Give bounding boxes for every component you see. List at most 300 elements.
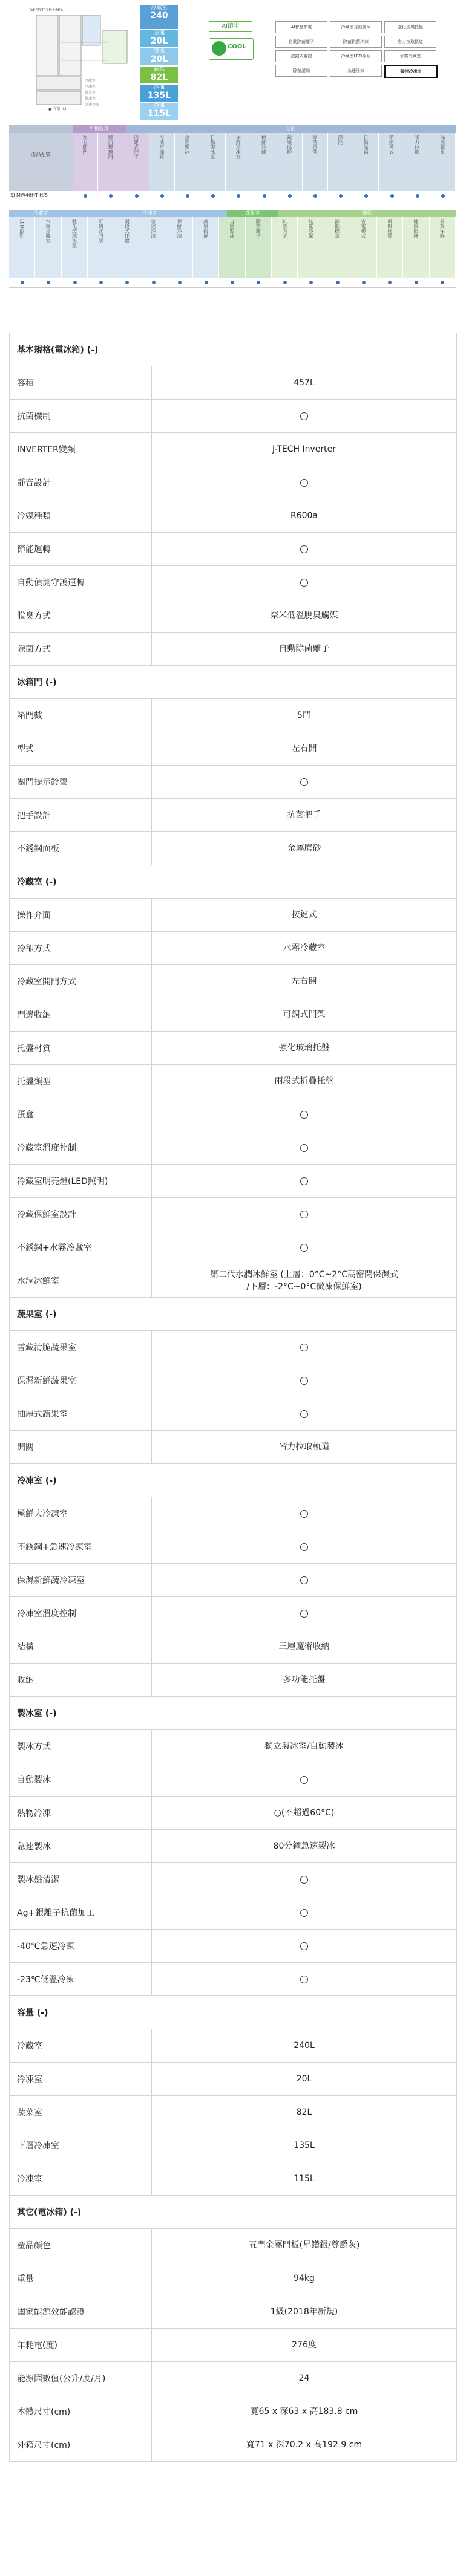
- spec-row: [10, 2129, 457, 2162]
- check-dot-icon: [313, 194, 317, 198]
- spec-label: 箱門數: [10, 699, 152, 732]
- matrix-cell: [298, 278, 324, 287]
- spec-label: 除菌方式: [10, 633, 152, 666]
- cool-logo-icon: [212, 41, 226, 56]
- group-label: 冷凍室: [73, 210, 227, 217]
- feature-badge: 獨特冷凍室: [384, 65, 438, 78]
- matrix-column-header: 除菌離子: [246, 217, 272, 278]
- spec-value: 457L: [152, 366, 457, 400]
- spec-label: INVERTER變頻: [10, 433, 152, 466]
- check-dot-icon: [441, 281, 444, 284]
- spec-value: 94kg: [152, 2262, 457, 2295]
- spec-row: [10, 1564, 457, 1597]
- spec-label: 冷凍室溫度控制: [10, 1597, 152, 1630]
- matrix-column-header: 自動製冰室: [200, 133, 226, 191]
- check-dot-icon: [231, 281, 234, 284]
- matrix-cell: [140, 278, 166, 287]
- matrix-cell: [98, 191, 123, 200]
- matrix-cell: [149, 191, 175, 200]
- spec-row: [10, 732, 457, 766]
- circle-mark-icon: [300, 1942, 308, 1950]
- section-title: 容量 (-): [10, 1996, 457, 2029]
- spec-value: 抗菌把手: [152, 799, 457, 832]
- matrix-cell: [88, 278, 114, 287]
- matrix-cell: [35, 278, 61, 287]
- spec-value: 五門金屬門板(星鑽銀/尊爵灰): [152, 2229, 457, 2262]
- check-dot-icon: [125, 281, 129, 284]
- spec-label: 急速製冰: [10, 1830, 152, 1863]
- spec-label: 製冰方式: [10, 1730, 152, 1763]
- spec-label: 節能運轉: [10, 533, 152, 566]
- spec-value: 左右開: [152, 732, 457, 766]
- section-title: 基本規格(電冰箱) (-): [10, 333, 457, 366]
- check-dot-icon: [390, 194, 394, 198]
- spec-label: 靜音設計: [10, 466, 152, 499]
- spec-row: [10, 2395, 457, 2428]
- spec-row: [10, 1930, 457, 1963]
- spec-table: [9, 333, 457, 2462]
- check-dot-icon: [416, 194, 419, 198]
- circle-mark-icon: [300, 1111, 308, 1119]
- spec-section-header: [10, 1298, 457, 1331]
- matrix-cell: [379, 191, 404, 200]
- spec-value: 按鍵式: [152, 899, 457, 932]
- spec-row: [10, 466, 457, 499]
- check-dot-icon: [186, 194, 189, 198]
- spec-value: [152, 566, 457, 599]
- diagram-label-4: 製冰室: [85, 97, 96, 101]
- circle-mark-icon: [300, 1177, 308, 1185]
- section-title: 蔬果室 (-): [10, 1298, 457, 1331]
- check-dot-icon: [364, 194, 368, 198]
- section-title: 製冰室 (-): [10, 1697, 457, 1730]
- matrix-column-header: 極鮮冷藏: [251, 133, 277, 191]
- spec-row: [10, 899, 457, 932]
- check-dot-icon: [21, 281, 24, 284]
- matrix-cell: [430, 191, 456, 200]
- diagram-caption: ■ 容量 (L): [48, 107, 67, 111]
- spec-value: [152, 1231, 457, 1264]
- model-number: SJ-MW46HT-H/S: [10, 192, 48, 198]
- spec-label: 收納: [10, 1664, 152, 1697]
- circle-mark-icon: [300, 1876, 308, 1884]
- spec-value: 276度: [152, 2329, 457, 2362]
- spec-value: 135L: [152, 2129, 457, 2162]
- spec-label: 熱物冷凍: [10, 1797, 152, 1830]
- spec-label: 水潤冰鮮室: [10, 1264, 152, 1298]
- spec-row: [10, 1497, 457, 1530]
- spec-row: [10, 2063, 457, 2096]
- spec-row: [10, 1165, 457, 1198]
- section-title: 冷凍室 (-): [10, 1464, 457, 1497]
- matrix-cell: [303, 191, 328, 200]
- feature-badges: [209, 21, 445, 91]
- check-dot-icon: [309, 281, 313, 284]
- circle-mark-icon: [300, 1510, 308, 1518]
- matrix-column-header: 保鮮冷凍室: [226, 133, 251, 191]
- matrix-column-header: 自動除霜: [353, 133, 379, 191]
- spec-value: 奈米低溫脫臭觸媒: [152, 599, 457, 633]
- spec-value: [152, 1198, 457, 1231]
- check-dot-icon: [237, 194, 240, 198]
- circle-mark-icon: [300, 1244, 308, 1252]
- matrix-column-header: 省電模式: [350, 217, 376, 278]
- spec-row: [10, 533, 457, 566]
- spec-value: 5門: [152, 699, 457, 732]
- matrix-cell: [328, 191, 353, 200]
- spec-value: 強化玻璃托盤: [152, 1032, 457, 1065]
- spec-label: 托盤材質: [10, 1032, 152, 1065]
- check-dot-icon: [263, 194, 266, 198]
- spec-value: 寬65 x 深63 x 高183.8 cm: [152, 2395, 457, 2428]
- fridge-diagram: [24, 6, 139, 112]
- spec-value: [152, 1165, 457, 1198]
- spec-row: [10, 1098, 457, 1131]
- spec-row: [10, 1231, 457, 1264]
- spec-value: 可調式門架: [152, 998, 457, 1032]
- spec-value: 20L: [152, 2063, 457, 2096]
- diagram-label-3: 蔬菜室: [85, 91, 96, 95]
- spec-value: 1級(2018年新規): [152, 2295, 457, 2329]
- circle-mark-icon: [300, 545, 308, 553]
- circle-mark-icon: [300, 1976, 308, 1983]
- spec-label: 蛋盒: [10, 1098, 152, 1131]
- matrix-column-header: 急速製冰: [175, 133, 200, 191]
- spec-row: [10, 965, 457, 998]
- spec-row: [10, 1530, 457, 1564]
- spec-row: [10, 1397, 457, 1431]
- feature-badge: 冷藏室LED照明: [330, 50, 382, 62]
- ai-energy-label: AI節電: [209, 21, 252, 32]
- spec-row: [10, 433, 457, 466]
- matrix-column-header: 兩段式托盤: [114, 217, 140, 278]
- check-dot-icon: [388, 281, 392, 284]
- spec-row: [10, 832, 457, 865]
- spec-label: 冷媒種類: [10, 499, 152, 533]
- spec-row: [10, 2362, 457, 2395]
- matrix-cell: [193, 278, 219, 287]
- matrix-column-header: 保鮮冷凍: [166, 217, 192, 278]
- group-label: 功能: [126, 125, 456, 133]
- spec-label: 本體尺寸(cm): [10, 2395, 152, 2428]
- spec-value: 第二代水潤冰鮮室 (上層：0°C~2°C高密閉保濕式 /下層：-2°C~0°C微凍保鮮室): [152, 1264, 457, 1298]
- spec-value: [152, 1098, 457, 1131]
- spec-row: [10, 366, 457, 400]
- spec-label: -40℃急速冷凍: [10, 1930, 152, 1963]
- spec-row: [10, 1664, 457, 1697]
- circle-mark-icon: [300, 1211, 308, 1218]
- spec-row: [10, 699, 457, 732]
- spec-value: [152, 400, 457, 433]
- spec-row: [10, 1331, 457, 1364]
- spec-value: 自動除菌離子: [152, 633, 457, 666]
- matrix-column-header: 蔬果保鮮: [193, 217, 219, 278]
- spec-label: 托盤類型: [10, 1065, 152, 1098]
- spec-label: 重量: [10, 2262, 152, 2295]
- spec-value: [152, 1930, 457, 1963]
- spec-label: 保濕新鮮蔬冷凍室: [10, 1564, 152, 1597]
- circle-mark-icon: [300, 1776, 308, 1784]
- matrix-column-header: 節能模式: [379, 133, 404, 191]
- spec-label: 冷藏室溫度控制: [10, 1131, 152, 1165]
- spec-section-header: [10, 2196, 457, 2229]
- matrix-column-header: 環保材質: [377, 217, 403, 278]
- spec-label: -23℃低溫冷凍: [10, 1963, 152, 1996]
- check-dot-icon: [362, 281, 366, 284]
- spec-label: 不銹鋼+水霧冷藏室: [10, 1231, 152, 1264]
- circle-mark-icon: [300, 1410, 308, 1418]
- matrix-cell: [350, 278, 376, 287]
- spec-section-header: [10, 1996, 457, 2029]
- matrix-cell: [353, 191, 379, 200]
- spec-value: 多功能托盤: [152, 1664, 457, 1697]
- spec-value: 獨立製冰室/自動製冰: [152, 1730, 457, 1763]
- circle-mark-icon: [300, 479, 308, 487]
- check-dot-icon: [288, 194, 292, 198]
- spec-row: [10, 1032, 457, 1065]
- circle-mark-icon: [300, 1610, 308, 1618]
- spec-row: [10, 2229, 457, 2262]
- matrix-cell: [114, 278, 140, 287]
- spec-label: 抗菌機制: [10, 400, 152, 433]
- section-title: 冰箱門 (-): [10, 666, 457, 699]
- capacity-box: 急速 20L: [140, 30, 178, 47]
- spec-label: 冷凍室: [10, 2162, 152, 2196]
- matrix-column-header: 無氟冷媒: [298, 217, 324, 278]
- feature-matrix: [9, 125, 456, 288]
- spec-label: 脫臭方式: [10, 599, 152, 633]
- spec-value: [152, 466, 457, 499]
- matrix-column-header: 節能: [328, 133, 353, 191]
- feature-badge: 水霧冷藏室: [384, 50, 436, 62]
- spec-row: [10, 1198, 457, 1231]
- matrix-cell: [272, 278, 298, 287]
- feature-badge: 強化玻璃托盤: [384, 21, 436, 33]
- spec-row: [10, 2096, 457, 2129]
- matrix-cell: [277, 191, 303, 200]
- circle-mark-icon: [300, 778, 308, 786]
- spec-label: 冷藏保鮮室設計: [10, 1198, 152, 1231]
- spec-label: 製冰盤清潔: [10, 1863, 152, 1896]
- spec-value: [152, 1497, 457, 1530]
- spec-value: 115L: [152, 2162, 457, 2196]
- matrix-cell: [324, 278, 350, 287]
- spec-row: [10, 1364, 457, 1397]
- group-label: 蔬果室: [227, 210, 278, 217]
- spec-row: [10, 1730, 457, 1763]
- matrix-column-header: 左右開門: [73, 133, 98, 191]
- spec-row: [10, 2428, 457, 2462]
- spec-value: 寬71 x 深70.2 x 高192.9 cm: [152, 2428, 457, 2462]
- matrix-cell: [430, 278, 456, 287]
- spec-row: [10, 2162, 457, 2196]
- feature-badge: 除菌抗菌冷凍: [330, 36, 382, 48]
- spec-value: 80分鐘急速製冰: [152, 1830, 457, 1863]
- matrix-column-header: 可調式門架: [88, 217, 114, 278]
- matrix-cell: [175, 191, 200, 200]
- circle-mark-icon: [300, 1543, 308, 1551]
- matrix-column-header: LED照明: [9, 217, 35, 278]
- spec-label: 冷凍室: [10, 2063, 152, 2096]
- spec-row: [10, 2029, 457, 2063]
- spec-label: 產品顏色: [10, 2229, 152, 2262]
- check-dot-icon: [109, 194, 113, 198]
- spec-label: 門邊收納: [10, 998, 152, 1032]
- spec-label: 雪藏清脆蔬果室: [10, 1331, 152, 1364]
- matrix-column-header: 水霧冷藏室: [35, 217, 61, 278]
- spec-row: [10, 1131, 457, 1165]
- spec-row: [10, 400, 457, 433]
- matrix-column-header: 健康照護: [403, 217, 429, 278]
- spec-value: 82L: [152, 2096, 457, 2129]
- spec-value: [152, 1597, 457, 1630]
- cool-logo: COOL: [209, 38, 254, 60]
- section-title: 其它(電冰箱) (-): [10, 2196, 457, 2229]
- matrix-cell: [62, 278, 88, 287]
- spec-label: 不銹鋼面板: [10, 832, 152, 865]
- section-title: 冷藏室 (-): [10, 865, 457, 899]
- check-dot-icon: [99, 281, 103, 284]
- spec-label: 開關: [10, 1431, 152, 1464]
- spec-label: 極鮮大冷凍室: [10, 1497, 152, 1530]
- spec-label: 國家能源效能認證: [10, 2295, 152, 2329]
- check-dot-icon: [441, 194, 445, 198]
- spec-label: 冷卻方式: [10, 932, 152, 965]
- spec-label: 年耗電(度): [10, 2329, 152, 2362]
- matrix-column-header: 鏡面玻璃門: [98, 133, 123, 191]
- spec-value: [152, 1863, 457, 1896]
- spec-row: [10, 1630, 457, 1664]
- spec-row: [10, 1264, 457, 1298]
- spec-row: [10, 1863, 457, 1896]
- diagram-label-1: 冷藏室: [85, 79, 96, 83]
- diagram-header: SJ-MW46HT-H/S: [30, 7, 64, 12]
- capacity-box: 冷凍 115L: [140, 103, 178, 120]
- spec-label: 不銹鋼+急速冷凍室: [10, 1530, 152, 1564]
- feature-badge: AI智慧節電: [275, 21, 327, 33]
- matrix-column-header: 蔬果保鮮: [277, 133, 303, 191]
- spec-row: [10, 1431, 457, 1464]
- spec-label: 冷藏室開門方式: [10, 965, 152, 998]
- spec-value: 左右開: [152, 965, 457, 998]
- check-dot-icon: [283, 281, 287, 284]
- spec-value: 240L: [152, 2029, 457, 2063]
- spec-row: [10, 932, 457, 965]
- matrix-column-header: 內建式把手: [123, 133, 149, 191]
- circle-mark-icon: [300, 412, 308, 420]
- spec-row: [10, 1830, 457, 1863]
- spec-label: 能源因數值(公升/度/月): [10, 2362, 152, 2395]
- circle-mark-icon: [300, 1909, 308, 1917]
- spec-label: 自動偵測守護運轉: [10, 566, 152, 599]
- circle-mark-icon: [300, 579, 308, 587]
- matrix-cell: [405, 191, 430, 200]
- circle-mark-icon: [300, 1377, 308, 1385]
- spec-value: [152, 1963, 457, 1996]
- spec-value: [152, 1564, 457, 1597]
- spec-label: 保濕新鮮蔬果室: [10, 1364, 152, 1397]
- capacity-box: 冷藏室 240: [140, 5, 178, 29]
- matrix-cell: [226, 191, 251, 200]
- spec-label: 結構: [10, 1630, 152, 1664]
- matrix-column-header: 節能標章: [324, 217, 350, 278]
- spec-value: 水霧冷藏室: [152, 932, 457, 965]
- spec-row: [10, 1797, 457, 1830]
- spec-row: [10, 2262, 457, 2295]
- matrix-column-header: 抗菌內壁: [272, 217, 298, 278]
- model-label: 產品型號: [9, 133, 73, 191]
- spec-row: [10, 599, 457, 633]
- feature-badge: 省力拉取軌道: [384, 36, 436, 48]
- spec-label: 把手設計: [10, 799, 152, 832]
- spec-section-header: [10, 1697, 457, 1730]
- spec-value: [152, 1331, 457, 1364]
- check-dot-icon: [152, 281, 156, 284]
- capacity-box: 冷凍 135L: [140, 85, 178, 102]
- matrix-column-header: 除菌抗菌: [303, 133, 328, 191]
- spec-value: R600a: [152, 499, 457, 533]
- spec-value: [152, 1530, 457, 1564]
- spec-row: [10, 499, 457, 533]
- feature-badge: 冷藏室自動製冰: [330, 21, 382, 33]
- spec-value: [152, 1763, 457, 1797]
- spec-row: [10, 1963, 457, 1996]
- spec-value: 兩段式折疊托盤: [152, 1065, 457, 1098]
- spec-row: [10, 1597, 457, 1630]
- check-dot-icon: [339, 194, 343, 198]
- spec-label: 冷藏室: [10, 2029, 152, 2063]
- matrix-column-header: 省力拉取: [404, 133, 430, 191]
- matrix-cell: [9, 278, 35, 287]
- spec-value: J-TECH Inverter: [152, 433, 457, 466]
- spec-label: 下層冷凍室: [10, 2129, 152, 2162]
- feature-badge: 急速冷凍: [330, 65, 382, 77]
- circle-mark-icon: [300, 1344, 308, 1351]
- spec-value: 24: [152, 2362, 457, 2395]
- spec-label: Ag+銀離子抗菌加工: [10, 1896, 152, 1930]
- check-dot-icon: [135, 194, 139, 198]
- group-label: 外觀設計: [73, 125, 126, 133]
- diagram-label-2: 冷凍室: [85, 85, 96, 89]
- check-dot-icon: [205, 281, 208, 284]
- spec-section-header: [10, 1464, 457, 1497]
- check-dot-icon: [73, 281, 77, 284]
- check-dot-icon: [160, 194, 164, 198]
- matrix-column-header: 保濕蔬果: [430, 133, 456, 191]
- spec-value: [152, 1131, 457, 1165]
- matrix-column-header: 急速冷凍: [140, 217, 166, 278]
- spec-row: [10, 766, 457, 799]
- feature-badge: 除菌濾網: [275, 65, 327, 77]
- spec-section-header: [10, 666, 457, 699]
- matrix-column-header: 冷凍室抽屜: [149, 133, 175, 191]
- diagram-label-5: 急速冷凍: [85, 103, 100, 107]
- spec-row: [10, 633, 457, 666]
- circle-mark-icon: [300, 1576, 308, 1584]
- matrix-cell: [200, 191, 226, 200]
- spec-section-header: [10, 865, 457, 899]
- spec-label: 關門提示鈴聲: [10, 766, 152, 799]
- check-dot-icon: [415, 281, 418, 284]
- spec-row: [10, 998, 457, 1032]
- spec-row: [10, 799, 457, 832]
- spec-row: [10, 1763, 457, 1797]
- check-dot-icon: [257, 281, 260, 284]
- spec-value: [152, 1397, 457, 1431]
- spec-label: 抽屜式蔬果室: [10, 1397, 152, 1431]
- spec-value: 省力拉取軌道: [152, 1431, 457, 1464]
- circle-mark-icon: [300, 1144, 308, 1152]
